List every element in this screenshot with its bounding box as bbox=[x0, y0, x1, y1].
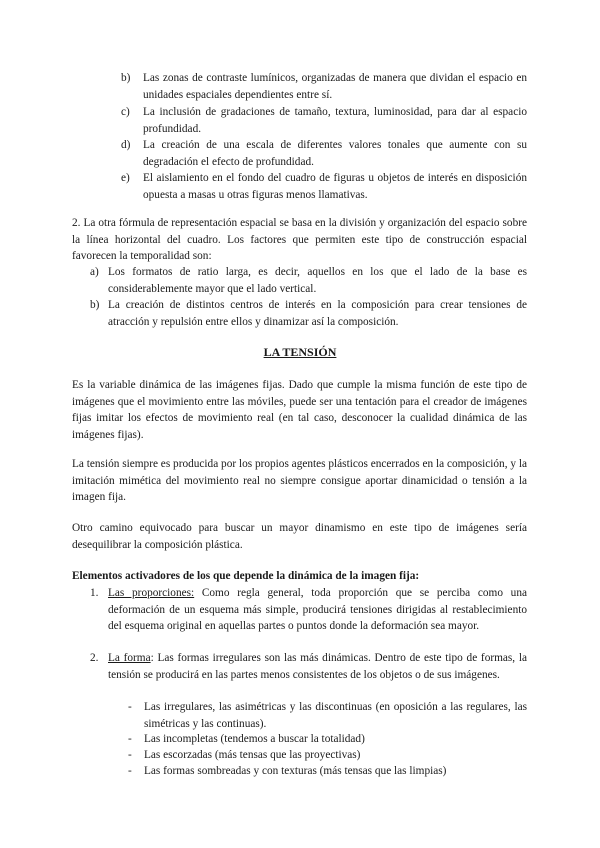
section-title: LA TENSIÓN bbox=[263, 345, 337, 359]
dash-item-label: - bbox=[128, 765, 132, 777]
dash-item-text: Las incompletas (tendemos a buscar la totalidad) bbox=[144, 733, 365, 745]
paragraph: Es la variable dinámica de las imágenes fijas. Dado que cumple la misma función de este tipo de imágenes que el movimiento entre las móviles, puede ser una tentación para el creador de imágenes fijas imitar los efectos de movimiento real (en tal caso, desconocer la cualidad dinámica de las imágenes fijas). bbox=[72, 379, 527, 441]
list-item-text: La inclusión de gradaciones de tamaño, textura, luminosidad, para dar al espacio profundidad. bbox=[143, 106, 527, 135]
dash-item-text: Las escorzadas (más tensas que las proyectivas) bbox=[144, 749, 361, 761]
numbered-item-label: 1. bbox=[90, 587, 99, 599]
numbered-item-text bbox=[108, 585, 527, 635]
list-item-label: c) bbox=[121, 106, 130, 118]
list-item-text: Los formatos de ratio larga, es decir, aquellos en los que el lado de la base es considerablemente mayor que el lado vertical. bbox=[108, 266, 527, 295]
numbered-item-term: La forma bbox=[108, 652, 151, 664]
list-item-label: e) bbox=[121, 172, 130, 184]
numbered-item-body: : Las formas irregulares son las más dinámicas. Dentro de este tipo de formas, la tensión se producirá en las partes menos consistentes de los objetos o de sus imágenes. bbox=[108, 652, 527, 681]
list-item-text: La creación de distintos centros de interés en la composición para crear tensiones de atracción y repulsión entre ellos y dinamizar así la composición. bbox=[108, 299, 527, 328]
list-item-label: a) bbox=[90, 266, 99, 278]
list-item-label: b) bbox=[121, 72, 131, 84]
list-item-text: La creación de una escala de diferentes valores tonales que aumente con su degradación el efecto de profundidad. bbox=[143, 139, 527, 168]
list-item-text: El aislamiento en el fondo del cuadro de figuras u objetos de interés en disposición opuesta a masas u otras figuras menos llamativas. bbox=[143, 172, 527, 201]
dash-item-text: Las irregulares, las asimétricas y las discontinuas (en oposición a las regulares, las simétricas y las continuas). bbox=[144, 701, 527, 730]
paragraph: Otro camino equivocado para buscar un mayor dinamismo en este tipo de imágenes sería desequilibrar la composición plástica. bbox=[72, 522, 527, 551]
numbered-item-term: Las proporciones: bbox=[108, 587, 195, 599]
paragraph: La tensión siempre es producida por los propios agentes plásticos encerrados en la composición, y la imitación mimética del movimiento real no siempre consigue aportar dinamicidad o tensión a la imagen fija. bbox=[72, 458, 527, 503]
paragraph: 2. La otra fórmula de representación espacial se basa en la división y organización del espacio sobre la línea horizontal del cuadro. Los factores que permiten este tipo de construcción espacial favorecen la temporalidad son: bbox=[72, 217, 527, 262]
numbered-item-label: 2. bbox=[90, 652, 99, 664]
numbered-item-text bbox=[108, 650, 527, 683]
dash-item-label: - bbox=[128, 733, 132, 745]
list-item-label: d) bbox=[121, 139, 131, 151]
elements-heading: Elementos activadores de los que depende la dinámica de la imagen fija: bbox=[72, 570, 420, 582]
list-item-label: b) bbox=[90, 299, 100, 311]
dash-item-text: Las formas sombreadas y con texturas (más tensas que las limpias) bbox=[144, 765, 447, 777]
dash-item-label: - bbox=[128, 701, 132, 713]
numbered-item-body: Como regla general, toda proporción que se perciba como una deformación de un esquema más simple, producirá tensiones dirigidas al restablecimiento del esquema original en aquellas partes o puntos donde la deformación sea mayor. bbox=[108, 587, 527, 632]
list-item-text: Las zonas de contraste lumínicos, organizadas de manera que dividan el espacio en unidades espaciales dependientes entre sí. bbox=[143, 72, 527, 101]
dash-item-label: - bbox=[128, 749, 132, 761]
